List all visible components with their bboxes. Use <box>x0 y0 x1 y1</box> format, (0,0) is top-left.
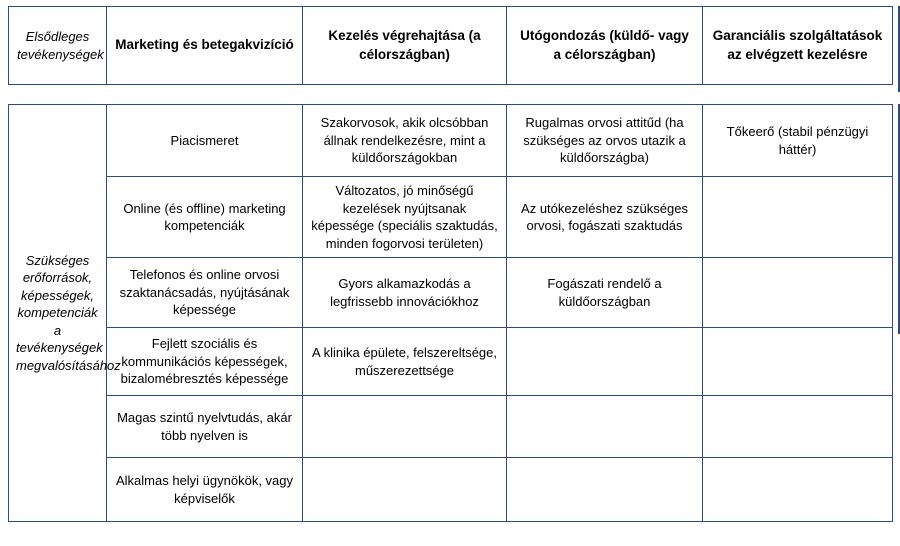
cell-warranty-3 <box>703 258 893 328</box>
cell-aftercare-6 <box>507 458 703 522</box>
cell-aftercare-3: Fogászati rendelő a küldőországban <box>507 258 703 328</box>
cell-marketing-1: Piacismeret <box>107 105 303 177</box>
header-cell-aftercare: Utógondozás (küldő- vagy a célországban) <box>507 7 703 85</box>
header-cell-warranty: Garanciális szolgáltatások az elvégzett kezelésre <box>703 7 893 85</box>
table-row <box>9 258 893 328</box>
cell-marketing-6: Alkalmas helyi ügynökök, vagy képviselők <box>107 458 303 522</box>
header-cell-marketing: Marketing és betegakvizíció <box>107 7 303 85</box>
cell-treatment-6 <box>303 458 507 522</box>
cell-treatment-1: Szakorvosok, akik olcsóbban állnak rendelkezésre, mint a küldőországokban <box>303 105 507 177</box>
table-row <box>9 177 893 258</box>
cell-warranty-1: Tőkeerő (stabil pénzügyi háttér) <box>703 105 893 177</box>
cell-marketing-3: Telefonos és online orvosi szaktanácsadás, nyújtásának képessége <box>107 258 303 328</box>
cell-treatment-3: Gyors alkamazkodás a legfrissebb innovációkhoz <box>303 258 507 328</box>
table-row <box>9 105 893 177</box>
cell-marketing-4: Fejlett szociális és kommunikációs képességek, bizalomébresztés képessége <box>107 328 303 396</box>
table-row <box>9 458 893 522</box>
cell-marketing-2: Online (és offline) marketing kompetenciák <box>107 177 303 258</box>
cell-aftercare-1: Rugalmas orvosi attitűd (ha szükséges az orvos utazik a küldőországba) <box>507 105 703 177</box>
row-label-resources: Szükséges erőforrások, képességek, kompetenciák a tevékenységek megvalósításához <box>9 105 107 522</box>
cell-warranty-5 <box>703 396 893 458</box>
header-table <box>8 6 893 85</box>
cell-warranty-4 <box>703 328 893 396</box>
cell-treatment-4: A klinika épülete, felszereltsége, műszerezettsége <box>303 328 507 396</box>
cell-warranty-6 <box>703 458 893 522</box>
table-row <box>9 396 893 458</box>
cell-treatment-2: Változatos, jó minőségű kezelések nyújtsanak képessége (speciális szaktudás, minden fogorvosi területen) <box>303 177 507 258</box>
table-header-row <box>9 7 893 85</box>
cell-treatment-5 <box>303 396 507 458</box>
cell-aftercare-2: Az utókezeléshez szükséges orvosi, fogászati szaktudás <box>507 177 703 258</box>
header-cell-primary-activities: Elsődleges tevékenységek <box>9 7 107 85</box>
cell-aftercare-4 <box>507 328 703 396</box>
cell-warranty-2 <box>703 177 893 258</box>
cell-marketing-5: Magas szintű nyelvtudás, akár több nyelven is <box>107 396 303 458</box>
header-cell-treatment: Kezelés végrehajtása (a célországban) <box>303 7 507 85</box>
table-row <box>9 328 893 396</box>
body-table <box>8 104 893 522</box>
cell-aftercare-5 <box>507 396 703 458</box>
